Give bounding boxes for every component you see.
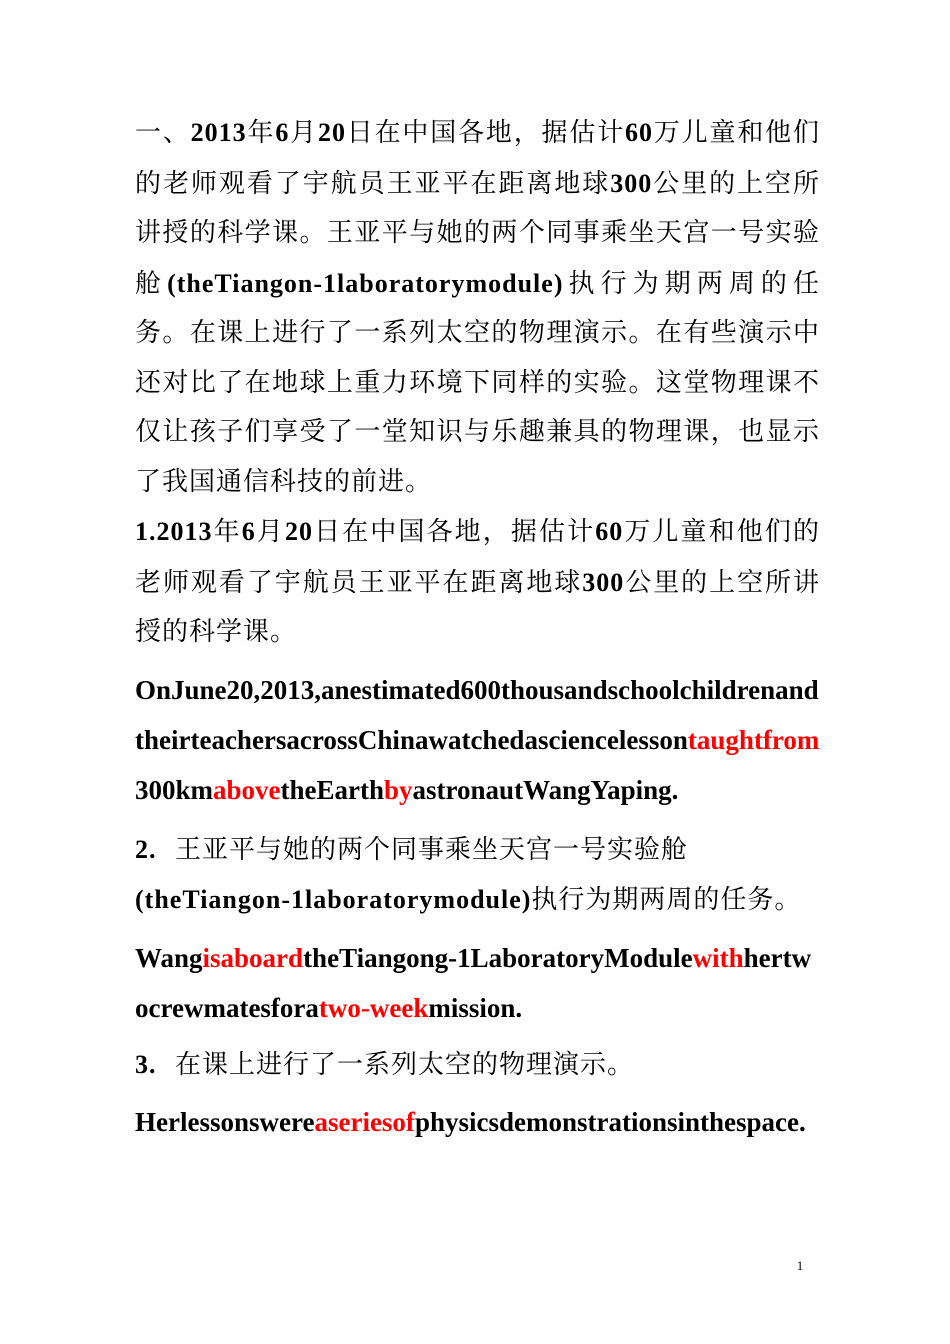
english-text: Wang: [135, 942, 203, 973]
spacer: [135, 926, 820, 933]
english-text: physicsdemonstrationsinthespace.: [414, 1107, 806, 1137]
intro-text: 年: [246, 118, 276, 148]
intro-number: 20: [317, 118, 346, 147]
english-text: 300km: [135, 774, 214, 805]
item1-number: 6: [241, 517, 256, 546]
highlight-phrase: taughtfrom: [687, 724, 820, 755]
highlight-phrase: two-week: [318, 992, 429, 1023]
english-text: hertwocrewmatesfora: [135, 942, 812, 1023]
item2-text: 王亚平与她的两个同事乘坐天宫一号实验舱: [175, 834, 689, 865]
intro-text: 一、: [135, 118, 191, 148]
spacer: [135, 1033, 820, 1040]
english-text: OnJune20,2013,anestimated600thousandschoolchildrenandtheirteachersacrossChinawatchedasciencelesson: [135, 674, 819, 755]
page-number: 1: [796, 1258, 804, 1273]
item1-text: 万儿童和他们的老师观看了宇航员王亚平在距离地球: [135, 517, 820, 598]
highlight-phrase: with: [692, 942, 744, 973]
english-text: Herlessonswere: [135, 1107, 315, 1137]
intro-number: 300: [610, 168, 653, 198]
item1-chinese: [135, 507, 820, 658]
document-body: [135, 108, 820, 1147]
item1-text: 年: [212, 517, 242, 547]
item1-text: 月: [255, 517, 285, 547]
highlight-phrase: by: [384, 774, 413, 805]
item3-english: [135, 1097, 820, 1147]
highlight-phrase: above: [213, 774, 281, 805]
item1-number: 20: [284, 517, 313, 546]
intro-text: 日在中国各地，据估计: [345, 118, 626, 148]
item2-text: 执行为期两周的任务。: [531, 885, 802, 915]
intro-number: 6: [275, 118, 290, 147]
item3-chinese: [135, 1040, 820, 1091]
intro-module-name: (theTiangon-1laboratorymodule): [167, 268, 564, 298]
spacer: [135, 815, 820, 825]
intro-text: 月: [289, 118, 318, 148]
intro-text: 执行为期两周的任务。在课上进行了一系列太空的物理演示。在有些演示中还对比了在地球上重力环境下同样的实验。这堂物理课不仅让孩子们享受了一堂知识与乐趣兼具的物理课，也显示了我国通信科技的前进。: [135, 268, 820, 497]
item1-english: [135, 665, 820, 815]
intro-number: 60: [625, 118, 654, 147]
item2-english: [135, 933, 820, 1033]
english-text: mission.: [428, 992, 523, 1023]
item1-number: 300: [582, 567, 625, 597]
intro-number: 2013: [190, 118, 247, 147]
english-text: theTiangong-1LaboratoryModule: [303, 942, 693, 973]
item1-text: 公里的上空所讲授的科学课。: [135, 567, 820, 647]
highlight-phrase: aseriesof: [314, 1107, 415, 1137]
item2-module-name: (theTiangon-1laboratorymodule): [135, 885, 532, 914]
item3-text: 在课上进行了一系列太空的物理演示。: [175, 1049, 635, 1080]
item3-number: 3.: [135, 1049, 157, 1079]
spacer: [135, 1090, 820, 1097]
english-text: theEarth: [280, 774, 385, 805]
item1-number: 1.2013: [135, 517, 213, 546]
item1-text: 日在中国各地，据估计: [312, 517, 596, 547]
intro-text: 公里的上空所讲授的科学课。王亚平与她的两个同事乘坐天宫一号实验舱: [135, 168, 820, 299]
intro-text: 万儿童和他们的老师观看了宇航员王亚平在距离地球: [135, 118, 820, 199]
item1-number: 60: [595, 517, 624, 546]
intro-paragraph: [135, 108, 820, 507]
item2-chinese: [135, 825, 820, 926]
item2-number: 2.: [135, 834, 157, 864]
english-text: astronautWangYaping.: [412, 774, 679, 805]
highlight-phrase: isaboard: [202, 942, 304, 973]
spacer: [135, 658, 820, 665]
